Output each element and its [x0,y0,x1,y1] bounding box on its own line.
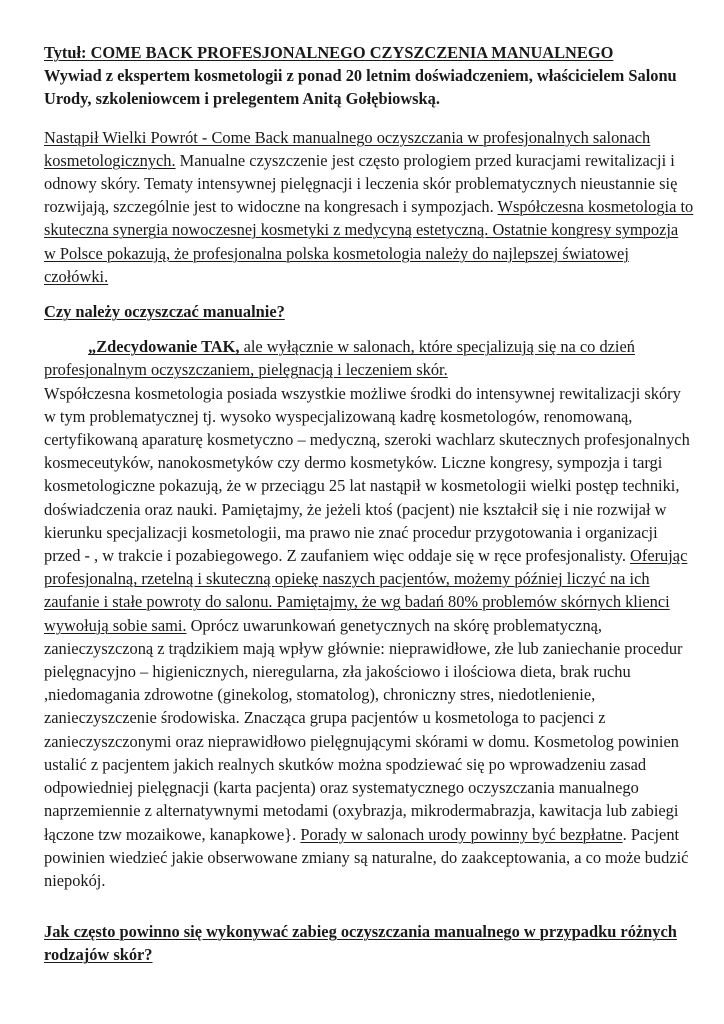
article-title: Tytuł: COME BACK PROFESJONALNEGO CZYSZCZENIA MANUALNEGO [44,43,614,62]
section1-body-part2: Oprócz uwarunkowań genetycznych na skórę problematyczną, zanieczyszczoną z trądzikiem mają wpływ głównie: nieprawidłowe, złe lub zaniechanie procedur pielęgnacyjno – higienicznych, nieregularna, zła jakościowo i ilościowa dieta, brak ruchu ,niedomagania zdrowotne (ginekolog, stomatolog), chroniczny stres, niedotlenienie, zanieczyszczenie środowiska. Znacząca grupa pacjentów u kosmetologa to pacjenci z zanieczyszczonymi oraz nieprawidłowo pielęgnującymi skórami w domu. Kosmetolog powinien ustalić z pacjentem jakich realnych skutków można spodziewać się po wprowadzeniu zasad odpowiedniej pielęgnacji (karta pacjenta) oraz systematycznego oczyszczania manualnego naprzemiennie z alternatywnymi metodami (oxybrazja, mikrodermabrazja, kawitacja lub zabiegi łączone tzw mozaikowe, kanapkowe}. [44,615,683,844]
answer-emphasis: „Zdecydowanie TAK, [88,337,240,357]
article-subtitle: Wywiad z ekspertem kosmetologii z ponad 20 letnim doświadczeniem, właścicielem Salonu Urody, szkoleniowcem i prelegentem Anitą Gołębiowską. [44,66,677,109]
article-header [44,41,694,111]
answer-rest: ale wyłącznie w salonach, które specjalizują się na co dzień profesjonalnym oczyszczaniem, pielęgnacją i leczeniem skór. [44,337,635,380]
section-heading-manual-cleansing: Czy należy oczyszczać manualnie? [44,302,285,322]
intro-body: Manualne czyszczenie jest często prologiem przed kuracjami rewitalizacji i odnowy skóry. Tematy intensywnej pielęgnacji i leczenia skór problematycznych nieustannie się rozwijają, szczególnie jest to widoczne na kongresach i sympozjach. [44,150,678,217]
section-heading-frequency: Jak często powinno się wykonywać zabieg oczyszczania manualnego w przypadku różnych rodzajów skór? [44,922,677,965]
intro-closing: Współczesna kosmetologia to skuteczna synergia nowoczesnej kosmetyki z medycyną estetyczną. Ostatnie kongresy sympozja w Polsce pokazują, że profesjonalna polska kosmetologia należy do najlepszej światowej czołówki. [44,197,694,286]
section1-body-part1: Współczesna kosmetologia posiada wszystkie możliwe środki do intensywnej rewitalizacji skóry w tym problematycznej tj. wysoko wyspecjalizowaną kadrę kosmetologów, renomowaną, certyfikowaną aparaturę kosmetyczno – medyczną, szeroki wachlarz skutecznych profesjonalnych kosmeceutyków, nanokosmetyków czy dermo kosmetyków. Liczne kongresy, sympozja i targi kosmetologiczne pokazują, że w przeciągu 25 lat nastąpił w kosmetologii wielki postęp techniki, doświadczenia oraz nauki. Pamiętajmy, że jeżeli ktoś (pacjent) nie kształcił się i nie rozwijał w kierunku specjalizacji kosmetologii, ma prawo nie znać procedur przygotowania i organizacji przed - , w trakcie i pozabiegowego. Z zaufaniem więc oddaje się w ręce profesjonalisty. [44,383,690,566]
section1-underlined-part2: Porady w salonach urody powinny być bezpłatne [300,824,623,844]
section1-answer [44,335,694,381]
intro-paragraph [44,126,694,288]
intro-lead: Nastąpił Wielki Powrót - Come Back manualnego oczyszczania w profesjonalnych salonach kosmetologicznych. [44,127,651,170]
section1-body-part3: . Pacjent powinien wiedzieć jakie obserwowane zmiany są naturalne, do zaakceptowania, a co może budzić niepokój. [44,824,689,890]
section1-body [44,382,694,892]
section1-underlined-part1: Oferując profesjonalną, rzetelną i skuteczną opiekę naszych pacjentów, możemy później liczyć na ich zaufanie i stałe powroty do salonu. Pamiętajmy, że wg badań 80% problemów skórnych klienci wywołują sobie sami. [44,546,688,635]
document-page [44,41,694,967]
